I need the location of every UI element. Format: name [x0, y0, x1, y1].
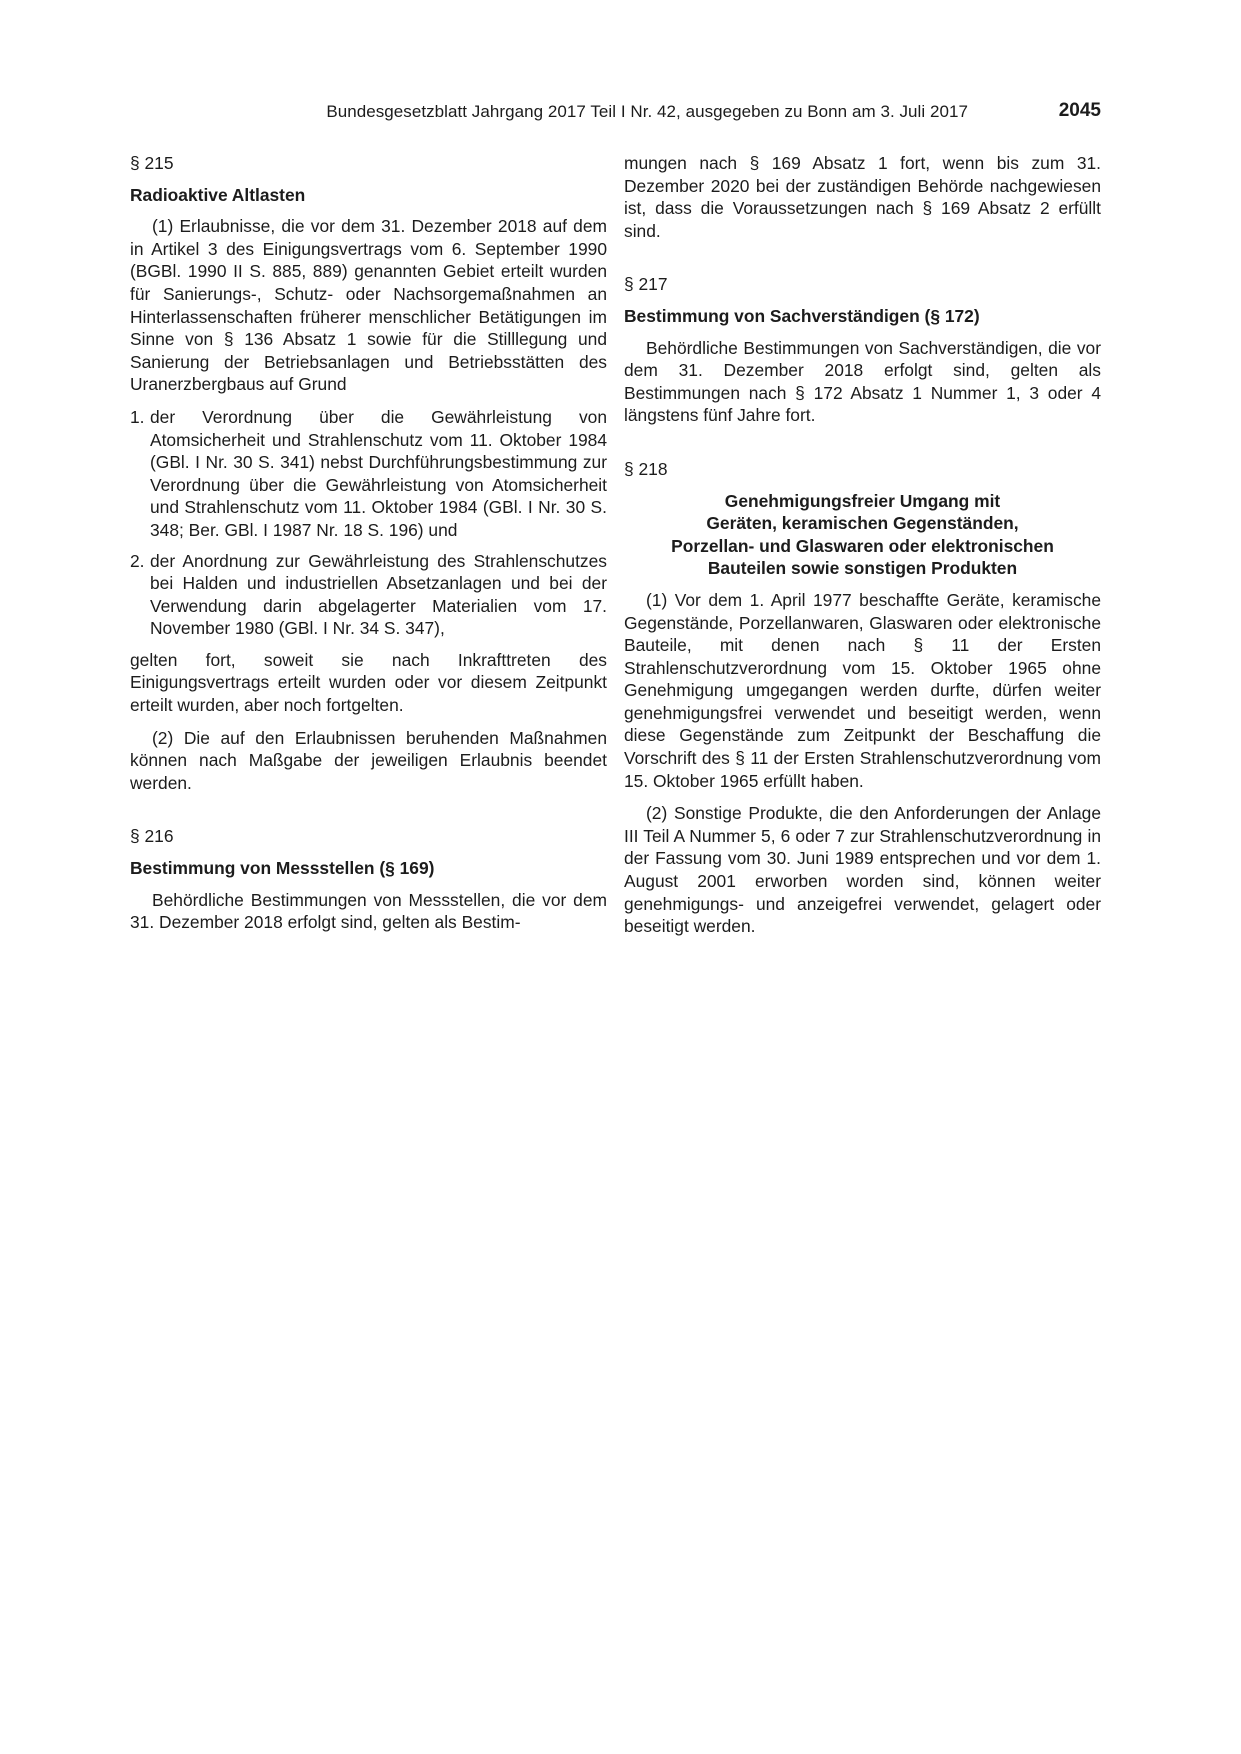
- section-title-218-line: Genehmigungsfreier Umgang mit: [724, 490, 1001, 511]
- section-number-218: § 218: [624, 458, 668, 479]
- list-item-label: 1.: [130, 406, 145, 427]
- list-item-text: der Anordnung zur Gewährleistung des Strahlenschutzes bei Halden und industriellen Absetzanlagen und bei der Verwendung darin abgelagerter Materialien vom 17. November 1980 (GBl. I Nr. 34 S. 347),: [150, 550, 607, 639]
- paragraph-216-1-continued: mungen nach § 169 Absatz 1 fort, wenn bis zum 31. Dezember 2020 bei der zuständigen Behörde nachgewiesen ist, dass die Voraussetzungen nach § 169 Absatz 2 erfüllt sind.: [624, 153, 1101, 241]
- left-column: [130, 152, 607, 934]
- list-item: [130, 550, 607, 640]
- section-title-215: Radioaktive Altlasten: [130, 184, 306, 205]
- section-number-217: § 217: [624, 274, 668, 295]
- right-column: [624, 152, 1101, 938]
- list-item-text: der Verordnung über die Gewährleistung von Atomsicherheit und Strahlenschutz vom 11. Oktober 1984 (GBl. I Nr. 30 S. 341) nebst Durchführungsbestimmung zur Verordnung über die Gewährleistung von Atomsicherheit und Strahlenschutz vom 11. Oktober 1984 (GBl. I Nr. 30 S. 348; Ber. GBl. I 1987 Nr. 18 S. 196) und: [150, 406, 607, 540]
- running-title: Bundesgesetzblatt Jahrgang 2017 Teil I Nr. 42, ausgegeben zu Bonn am 3. Juli 2017: [326, 102, 968, 121]
- paragraph-217-1: Behördliche Bestimmungen von Sachverständigen, die vor dem 31. Dezember 2018 erfolgt sind, gelten als Bestimmungen nach § 172 Absatz 1 Nummer 1, 3 oder 4 längstens fünf Jahre fort.: [624, 337, 1101, 426]
- section-title-218-line: Geräten, keramischen Gegenständen,: [706, 513, 1019, 534]
- section-title-218-line: Bauteilen sowie sonstigen Produkten: [707, 558, 1018, 579]
- section-title-218: [624, 490, 1101, 580]
- section-title-217: Bestimmung von Sachverständigen (§ 172): [624, 305, 980, 326]
- section-title-218-line: Porzellan- und Glaswaren oder elektronischen: [671, 535, 1054, 556]
- paragraph-215-1-continued: gelten fort, soweit sie nach Inkrafttreten des Einigungsvertrags erteilt wurden oder vor diesem Zeitpunkt erteilt wurden, aber noch fortgelten.: [130, 649, 607, 716]
- list-item-label: 2.: [130, 550, 145, 571]
- list-215: [130, 406, 607, 640]
- paragraph-215-2: (2) Die auf den Erlaubnissen beruhenden Maßnahmen können nach Maßgabe der jeweiligen Erlaubnis beendet werden.: [130, 727, 607, 793]
- section-number-215: § 215: [130, 153, 174, 173]
- page-header: [0, 100, 1101, 124]
- paragraph-218-2: (2) Sonstige Produkte, die den Anforderungen der Anlage III Teil A Nummer 5, 6 oder 7 zur Strahlenschutzverordnung in der Fassung vom 30. Juni 1989 entsprechen und vor dem 1. August 2001 erworben worden sind, können weiter genehmigungs- und anzeigefrei verwendet, gelagert oder beseitigt werden.: [624, 803, 1101, 937]
- section-number-216: § 216: [130, 826, 174, 847]
- paragraph-218-1: (1) Vor dem 1. April 1977 beschaffte Geräte, keramische Gegenstände, Porzellanwaren, Glaswaren oder elektronische Bauteile, mit denen nach § 11 der Ersten Strahlenschutzverordnung vom 15. Oktober 1965 ohne Genehmigung umgegangen werden durfte, dürfen weiter genehmigungsfrei verwendet und beseitigt werden, wenn diese Gegenstände zum Zeitpunkt der Beschaffung die Vorschrift des § 11 der Ersten Strahlenschutzverordnung vom 15. Oktober 1965 erfüllt haben.: [624, 589, 1101, 791]
- list-item: [130, 406, 607, 542]
- section-title-216: Bestimmung von Messstellen (§ 169): [130, 858, 435, 879]
- paragraph-215-1: (1) Erlaubnisse, die vor dem 31. Dezember 2018 auf dem in Artikel 3 des Einigungsvertrags vom 6. September 1990 (BGBl. 1990 II S. 885, 889) genannten Gebiet erteilt wurden für Sanierungs-, Schutz- oder Nachsorgemaßnahmen an Hinterlassenschaften früherer menschlicher Betätigungen im Sinne von § 136 Absatz 1 sowie für die Stilllegung und Sanierung der Betriebsanlagen und Betriebsstätten des Uranerzbergbaus auf Grund: [130, 216, 607, 395]
- page-number: 2045: [1058, 100, 1101, 121]
- paragraph-216-1: Behördliche Bestimmungen von Messstellen, die vor dem 31. Dezember 2018 erfolgt sind, gelten als Bestim-: [130, 889, 607, 933]
